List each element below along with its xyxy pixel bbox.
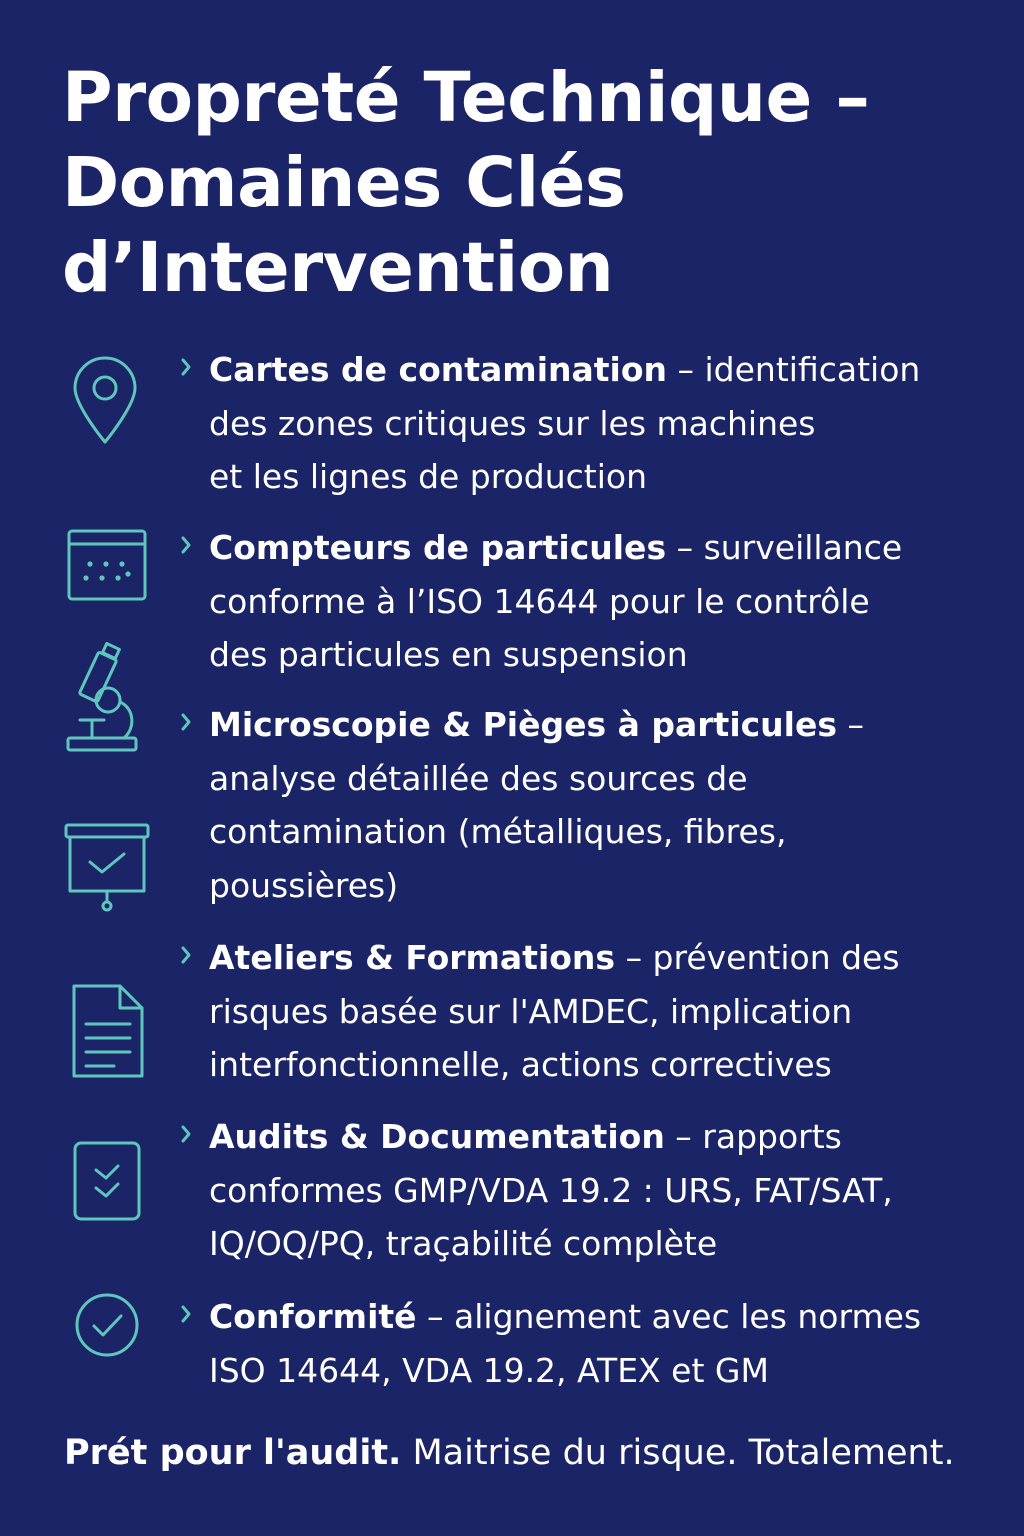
item-description: ISO 14644, VDA 19.2, ATEX et GM bbox=[209, 1350, 769, 1390]
item-description: – alignement avec les normes bbox=[416, 1297, 922, 1336]
chevron-right-icon bbox=[180, 1302, 192, 1326]
particle-counter-icon bbox=[66, 528, 148, 602]
list-item-cartes bbox=[180, 343, 960, 504]
item-description: conformes GMP/VDA 19.2 : URS, FAT/SAT, bbox=[209, 1170, 893, 1210]
item-description: interfonctionnelle, actions correctives bbox=[209, 1045, 832, 1084]
chevron-right-icon bbox=[180, 710, 192, 734]
item-heading: Cartes de contamination bbox=[209, 350, 668, 389]
title-line-3: d’Intervention bbox=[62, 228, 614, 308]
map-pin-icon bbox=[70, 354, 140, 446]
footer-tagline bbox=[64, 1428, 984, 1478]
item-description: risques basée sur l'AMDEC, implication bbox=[209, 991, 853, 1031]
item-description: contamination (métalliques, fibres, bbox=[209, 812, 787, 851]
footer-bold: Prét pour l'audit. bbox=[64, 1433, 402, 1473]
checklist-icon bbox=[72, 1140, 142, 1222]
chevron-right-icon bbox=[180, 943, 192, 967]
list-item-microscopie bbox=[180, 698, 960, 912]
item-heading: Compteurs de particules bbox=[209, 528, 667, 567]
footer-rest: Maitrise du risque. Totalement. bbox=[401, 1433, 955, 1473]
item-description: analyse détaillée des sources de bbox=[209, 758, 748, 798]
check-circle-icon bbox=[74, 1292, 140, 1358]
item-description: – prévention des bbox=[615, 938, 900, 977]
presentation-board-icon bbox=[64, 822, 150, 912]
page-title bbox=[62, 56, 982, 311]
item-description: – bbox=[837, 705, 865, 744]
chevron-right-icon bbox=[180, 533, 192, 557]
chevron-right-icon bbox=[180, 355, 192, 379]
item-description: conforme à l’ISO 14644 pour le contrôle bbox=[209, 581, 870, 621]
list-item-ateliers bbox=[180, 931, 960, 1092]
item-description: IQ/OQ/PQ, traçabilité complète bbox=[209, 1224, 718, 1263]
item-heading: Audits & Documentation bbox=[209, 1117, 665, 1156]
item-description: des particules en suspension bbox=[209, 635, 688, 674]
list-item-conformite bbox=[180, 1290, 960, 1397]
chevron-right-icon bbox=[180, 1122, 192, 1146]
list-item-compteurs bbox=[180, 521, 960, 682]
item-description: et les lignes de production bbox=[209, 457, 648, 496]
title-line-1: Propreté Technique – bbox=[62, 58, 870, 138]
item-description: – rapports bbox=[664, 1117, 842, 1156]
item-heading: Ateliers & Formations bbox=[209, 938, 616, 977]
item-description: – surveillance bbox=[666, 528, 903, 567]
title-line-2: Domaines Clés bbox=[62, 143, 626, 223]
microscope-icon bbox=[64, 642, 144, 754]
item-heading: Conformité bbox=[209, 1297, 417, 1336]
document-icon bbox=[70, 982, 146, 1080]
item-description: poussières) bbox=[209, 865, 399, 905]
item-heading: Microscopie & Pièges à particules bbox=[209, 705, 838, 744]
item-description: – identification bbox=[667, 350, 921, 389]
list-item-audits bbox=[180, 1110, 960, 1271]
item-description: des zones critiques sur les machines bbox=[209, 403, 816, 443]
